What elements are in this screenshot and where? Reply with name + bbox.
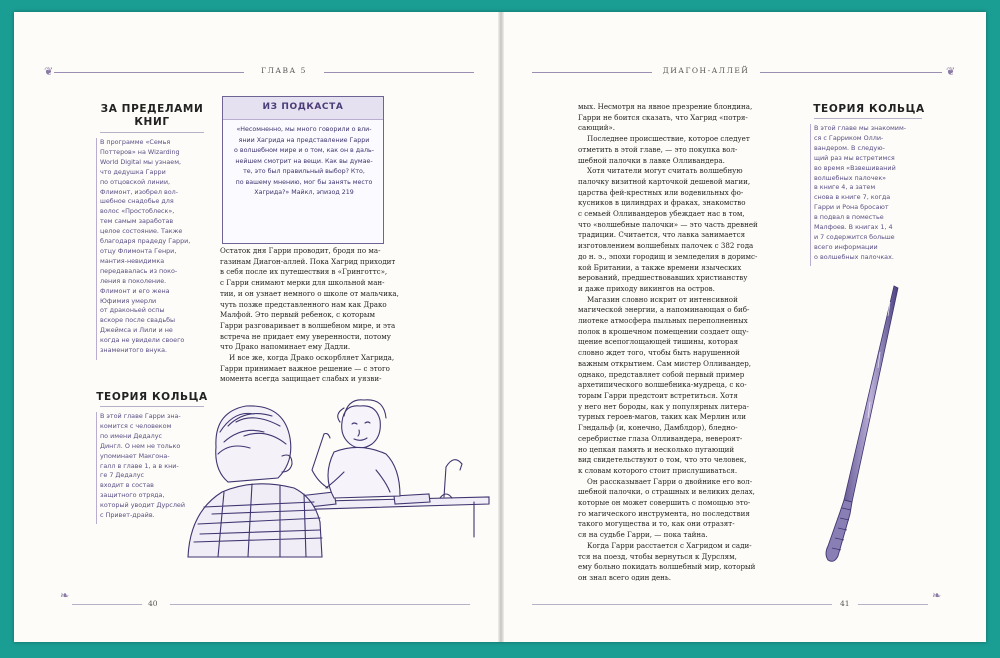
- wand-illustration: [802, 282, 912, 572]
- running-head-rule-left: [54, 72, 244, 73]
- podcast-quote-box: [222, 96, 384, 244]
- body-line: что «волшебные палочки» — это часть древней: [578, 219, 758, 229]
- left-body-text: [220, 246, 399, 385]
- body-line: тии, и он узнает немного о школе от мальчика,: [220, 288, 399, 298]
- right-body-text: [578, 102, 796, 584]
- footer-curl-left-icon: ❧: [60, 589, 70, 602]
- body-line: кой Британии, а также времени языческих: [578, 262, 742, 272]
- sidebar-beyond-line: передавалась из поко-: [100, 266, 178, 275]
- sidebar-beyond-line: шебное снадобье для: [100, 197, 174, 206]
- sidebar-beyond-line: волос «Простоблеск»,: [100, 207, 175, 216]
- body-line: турных героев-магов, таких как Мерлин или: [578, 412, 746, 422]
- body-line: торым Гарри предстоит встретиться. Хотя: [578, 390, 738, 400]
- body-line: словно ждет того, чтобы быть нарушенной: [578, 348, 740, 358]
- sidebar-ring-text-right: [814, 124, 926, 263]
- body-line: Гарри принимает важное решение — с этого: [220, 363, 390, 373]
- sidebar-ring-bar-left: [96, 412, 97, 524]
- running-head: ГЛАВА 5: [261, 66, 307, 75]
- sidebar-ring-line: защитного отряда,: [100, 491, 165, 500]
- body-line: и даже приходу викингов на остров.: [578, 283, 715, 293]
- body-line: Когда Гарри расстается с Хагридом и сади-: [578, 540, 752, 550]
- body-line: в себя после их путешествия в «Гринготтс»,: [220, 267, 388, 277]
- sidebar-ring-line: упоминает Макгона-: [100, 451, 170, 460]
- body-line: полок в крошечном помещении создает ощу-: [578, 326, 749, 336]
- book-spread: [14, 12, 986, 642]
- sidebar-beyond-bar: [96, 138, 97, 360]
- sidebar-beyond-line: когда не увидели своего: [100, 336, 185, 345]
- body-line: щение всепоглощающей тишины, которая: [578, 337, 739, 347]
- podcast-line: те, это был правильный выбор? Кто,: [243, 168, 365, 175]
- sidebar-ring-title-right: ТЕОРИЯ КОЛЬЦА: [813, 103, 925, 115]
- body-line: палочку визитной карточкой дешевой магии,: [578, 176, 751, 186]
- running-head-rule-right: [324, 72, 474, 73]
- body-line: Малфой. Это первый ребенок, с которым: [220, 310, 376, 320]
- ornament-curl-right-icon: ❦: [946, 65, 956, 78]
- body-line: Гэндальф (и, конечно, Дамблдор), бледно-: [578, 423, 738, 433]
- sidebar-ring-line: в подвал в поместье: [814, 213, 884, 222]
- body-line: традиции. Считается, что лавка занимается: [578, 230, 746, 240]
- sidebar-ring-line: и 7 содержится больше: [814, 232, 895, 241]
- sidebar-beyond-line: что дедушка Гарри: [100, 167, 166, 176]
- sidebar-beyond-line: знаменитого внука.: [100, 346, 168, 355]
- body-line: Гарри не боится сказать, что Хагрид «потря-: [578, 112, 748, 122]
- running-head-rule-right-a: [532, 72, 652, 73]
- sidebar-beyond-line: Флимонт, изобрел вол-: [100, 187, 179, 196]
- sidebar-beyond-line: Флимонт и его жена: [100, 286, 170, 295]
- sidebar-ring-line: щий раз мы встретимся: [814, 153, 895, 162]
- sidebar-beyond-line: В программе «Семья: [100, 138, 171, 146]
- body-line: ему больно покидать волшебный мир, который: [578, 562, 756, 572]
- footer-rule-right: [858, 604, 928, 605]
- sidebar-ring-title-left: ТЕОРИЯ КОЛЬЦА: [96, 391, 208, 403]
- body-line: магической энергии, а напоминающая о биб-: [578, 305, 750, 315]
- body-line: Гарри разговаривает в волшебном мире, и эта: [220, 320, 396, 330]
- sidebar-beyond-line: World Digital мы узнаем,: [100, 157, 182, 166]
- ornament-curl-icon: ❦: [44, 65, 54, 78]
- sidebar-beyond-line: благодаря прадеду Гарри,: [100, 237, 191, 246]
- body-line: у него нет бороды, как у популярных литера-: [578, 401, 749, 411]
- running-head-rule-right-b: [760, 72, 942, 73]
- body-line: Последнее происшествие, которое следует: [578, 134, 750, 144]
- body-line: Хотя читатели могут считать волшебную: [578, 166, 743, 176]
- page-number-right: 41: [840, 599, 850, 608]
- sidebar-beyond-title-1: ЗА ПРЕДЕЛАМИ: [100, 103, 204, 115]
- podcast-line: янии Хагрида на представление Гарри: [238, 136, 370, 144]
- body-line: до н. э., эпохи городищ и земледелия в доримс-: [578, 251, 758, 261]
- right-page: [502, 12, 986, 642]
- sidebar-ring-line: который уводит Дурслей: [100, 501, 185, 510]
- sidebar-beyond-line: вскоре после свадьбы: [100, 316, 176, 325]
- body-line: вид свидетельствуют о том, что это человек,: [578, 455, 747, 465]
- podcast-line: «Несомненно, мы много говорили о вли-: [236, 126, 372, 133]
- sidebar-beyond-line: отцу Флимонта Генри,: [100, 246, 177, 255]
- sidebar-ring-line: вандером. В следую-: [814, 143, 885, 152]
- body-line: которые он может совершить с помощью это-: [578, 498, 751, 508]
- body-line: шебной палочки, о страшных и великих делах,: [578, 487, 755, 497]
- sidebar-ring-line: всего информации: [814, 242, 878, 251]
- body-line: царства фей-крестных или водевильных фо-: [578, 187, 744, 197]
- sidebar-ring-line: В этой главе Гарри зна-: [100, 412, 181, 420]
- sidebar-beyond-line: ления в поколение.: [100, 276, 167, 285]
- body-line: с семьей Олливандеров убеждает нас в том,: [578, 209, 745, 219]
- sidebar-beyond-line: Поттеров» на Wizarding: [100, 147, 180, 156]
- sidebar-ring-line: по имени Дедалус: [100, 431, 163, 440]
- sidebar-ring-line: Гарри и Рона бросают: [814, 203, 889, 212]
- footer-rule-left-long: [170, 604, 470, 605]
- body-line: архетипического волшебника-мудреца, с ко-: [578, 380, 747, 390]
- body-line: газинам Диагон-аллей. Пока Хагрид приходит: [220, 256, 396, 266]
- podcast-quote: [231, 125, 377, 199]
- sidebar-ring-line: волшебных палочек»: [814, 173, 887, 182]
- sidebar-beyond-line: Джеймса и Лили и не: [100, 326, 173, 335]
- body-line: чуть позже представленного нам как Драко: [220, 299, 387, 309]
- body-line: такого могущества и то, как они отразят-: [578, 519, 735, 529]
- sidebar-beyond-text: [100, 138, 208, 356]
- sidebar-ring-line: ге 7 Дедалус: [100, 471, 145, 480]
- sidebar-ring-line: в книге 4, а затем: [814, 183, 876, 192]
- body-line: встреча не придает ему уверенности, потому: [220, 331, 391, 341]
- body-line: серебристые глаза Олливандера, невероят-: [578, 433, 743, 443]
- body-line: с Гарри снимают мерки для школьной ман-: [220, 278, 385, 288]
- body-line: сающий».: [578, 123, 616, 133]
- body-line: важным открытием. Сам мистер Олливандер,: [578, 358, 752, 368]
- footer-curl-right-icon: ❧: [932, 589, 942, 602]
- sidebar-ring-line: комится с человеком: [100, 421, 172, 430]
- podcast-title: ИЗ ПОДКАСТА: [262, 102, 344, 112]
- sidebar-ring-line: с Привет-драйв.: [100, 511, 155, 520]
- sidebar-ring-rule-right: [814, 118, 922, 119]
- sidebar-beyond-line: по отцовской линии,: [100, 177, 171, 186]
- podcast-line: о волшебном мире и о том, как он в даль-: [234, 147, 374, 154]
- body-line: ся на судьбе Гарри, — пока тайна.: [578, 530, 708, 540]
- sidebar-ring-line: во время «Взвешиваний: [814, 163, 896, 172]
- body-line: он знал всего один день.: [578, 572, 672, 582]
- sidebar-beyond-rule: [100, 132, 204, 133]
- body-line: Магазин словно искрит от интенсивной: [578, 294, 738, 304]
- sidebar-beyond-line: целое состояние. Также: [100, 227, 183, 236]
- body-line: го магического инструмента, но последствия: [578, 508, 750, 518]
- body-line: И все же, когда Драко оскорбляет Хагрида,: [220, 353, 395, 363]
- body-line: но цепкая память и несколько пугающий: [578, 444, 735, 454]
- body-line: Остаток дня Гарри проводит, бродя по ма-: [220, 246, 381, 255]
- sidebar-ring-text-left: [100, 412, 204, 521]
- podcast-line: по вашему мнению, мог бы занять место: [235, 178, 373, 186]
- footer-rule-right-long: [532, 604, 832, 605]
- running-head-right: ДИАГОН-АЛЛЕЙ: [662, 66, 750, 75]
- body-line: момента всегда защищает слабых и уязви-: [220, 374, 382, 384]
- footer-rule-left: [72, 604, 142, 605]
- left-page: [14, 12, 500, 642]
- sidebar-ring-rule-left: [100, 406, 204, 407]
- body-line: к словам которого стоит прислушиваться.: [578, 465, 738, 475]
- body-line: верований, предшествовавших христианству: [578, 273, 748, 283]
- sidebar-ring-bar-right: [810, 124, 811, 266]
- sidebar-ring-line: входит в состав: [100, 481, 154, 490]
- body-line: кусников в цилиндрах и фраках, знакомство: [578, 198, 746, 208]
- sidebar-ring-line: В этой главе мы знакомим-: [814, 124, 907, 132]
- body-line: мых. Несмотря на явное презрение блондина,: [578, 102, 753, 111]
- illustration-robe-fitting: [194, 392, 494, 557]
- body-line: шебной палочки в лавке Олливандера.: [578, 155, 725, 165]
- podcast-line: нейшем смотрит на вещи. Как вы думае-: [235, 157, 373, 165]
- body-line: однако, представляет собой первый пример: [578, 369, 745, 379]
- sidebar-beyond-line: Юфимия умерли: [100, 296, 157, 305]
- sidebar-ring-line: снова в книге 7, когда: [814, 193, 891, 202]
- sidebar-beyond-line: тем самым заработав: [100, 217, 174, 226]
- sidebar-ring-line: о волшебных палочках.: [814, 252, 894, 261]
- sidebar-ring-line: ся с Гарриком Олли-: [814, 133, 884, 142]
- sidebar-beyond-line: мантия-невидимка: [100, 256, 165, 265]
- sidebar-beyond-title-2: КНИГ: [134, 116, 170, 128]
- sidebar-ring-line: Малфоев. В книгах 1, 4: [814, 223, 893, 232]
- body-line: отметить в этой главе, — это покупка вол-: [578, 144, 738, 154]
- body-line: тся на поезд, чтобы вернуться к Дурслям,: [578, 551, 737, 561]
- sidebar-beyond-line: от драконьей оспы: [100, 306, 165, 315]
- body-line: что Драко напоминает ему Дадли.: [220, 342, 351, 352]
- body-line: изготовлением волшебных палочек с 382 года: [578, 241, 754, 251]
- podcast-line: Хагрида?» Майкл, эпизод 219: [254, 189, 354, 196]
- page-number-left: 40: [148, 599, 158, 608]
- body-line: лиотеке атмосфера пыльных переполненных: [578, 316, 748, 326]
- body-line: Он рассказывает Гарри о двойнике его вол-: [578, 476, 753, 486]
- sidebar-ring-line: галл в главе 1, а в кни-: [100, 461, 179, 470]
- sidebar-ring-line: Дингл. О нем не только: [100, 441, 181, 450]
